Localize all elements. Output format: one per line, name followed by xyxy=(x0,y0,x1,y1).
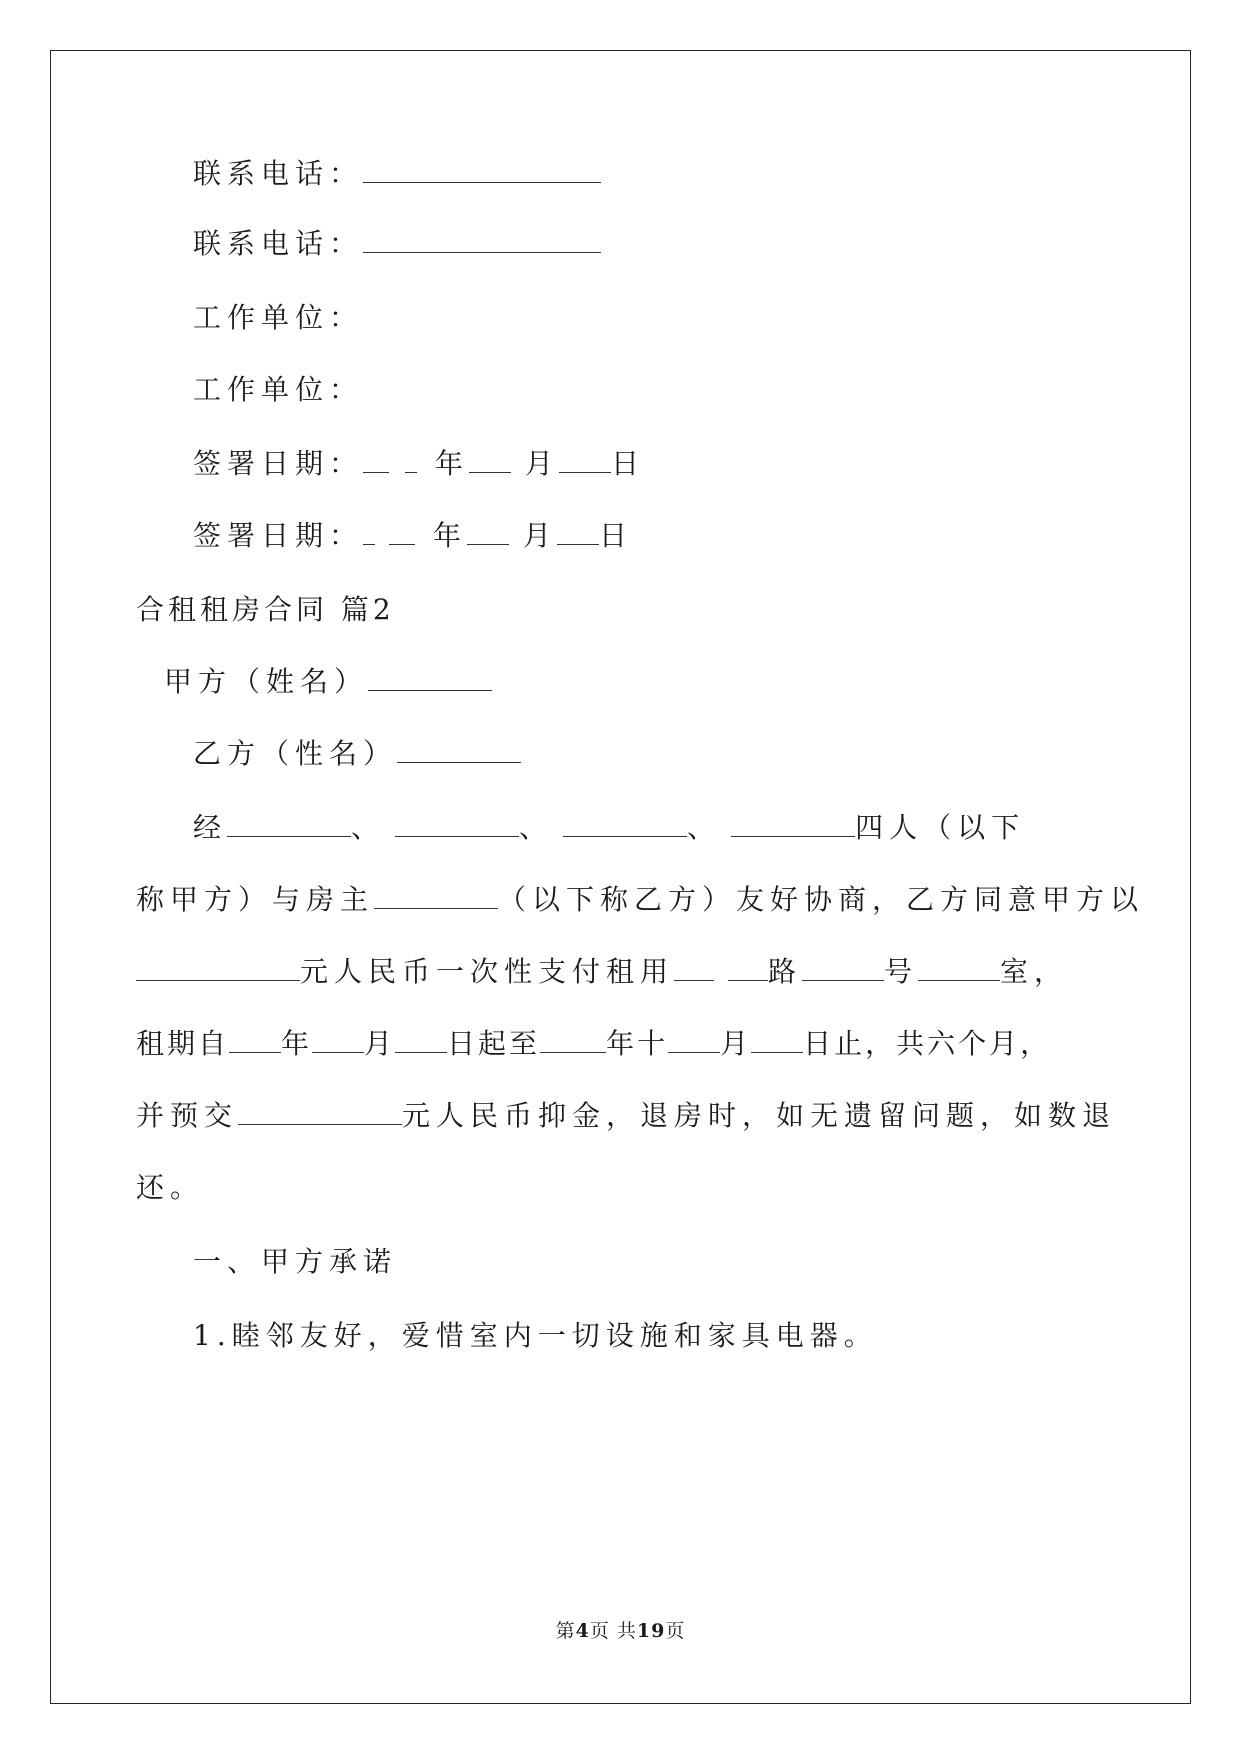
paragraph-line-1 xyxy=(193,810,1025,846)
section-one-title xyxy=(193,1244,397,1280)
address-blank xyxy=(728,954,768,981)
sign-date-label: 签署日期： xyxy=(193,519,364,552)
work-unit-line-2 xyxy=(193,372,363,408)
paragraph-line-6 xyxy=(136,1170,204,1206)
paragraph-line-3 xyxy=(136,954,1068,990)
day-blank xyxy=(559,446,611,473)
text-segment: 月 xyxy=(720,1027,752,1060)
page-footer xyxy=(0,1616,1241,1643)
deposit-blank xyxy=(238,1098,402,1125)
footer-mid: 页 共 xyxy=(589,1620,637,1642)
text-segment: 月 xyxy=(364,1027,396,1060)
month-label: 月 xyxy=(523,519,558,552)
date-blank xyxy=(312,1026,364,1053)
year-blank xyxy=(389,518,415,545)
contact-phone-blank xyxy=(363,156,601,183)
date-blank xyxy=(751,1026,803,1053)
date-blank xyxy=(395,1026,447,1053)
contact-phone-label: 联系电话： xyxy=(193,157,364,190)
sign-date-line-2 xyxy=(193,518,633,554)
text-segment: 1.睦邻友好，爱惜室内一切设施和家具电器。 xyxy=(193,1319,878,1352)
year-label: 年 xyxy=(435,447,470,480)
text-segment: 称甲方）与房主 xyxy=(136,883,375,916)
text-segment: 日起至 xyxy=(447,1027,541,1060)
contact-phone-line-1 xyxy=(193,156,601,192)
paragraph-line-5 xyxy=(136,1098,1116,1134)
contact-phone-label: 联系电话： xyxy=(193,227,364,260)
contact-phone-line-2 xyxy=(193,226,601,262)
text-segment: 元人民币一次性支付租用 xyxy=(300,955,675,988)
contact-phone-blank xyxy=(363,226,601,253)
text-segment: 一、甲方承诺 xyxy=(193,1245,398,1278)
text-segment: 、 xyxy=(687,811,722,844)
party-b-line xyxy=(193,736,521,772)
year-blank xyxy=(405,446,417,473)
party-b-label: 乙方（性名） xyxy=(193,737,398,770)
item-one xyxy=(193,1318,878,1354)
text-segment: 、 xyxy=(351,811,386,844)
month-blank xyxy=(467,518,509,545)
text-segment: 还。 xyxy=(136,1171,205,1204)
text-segment: 经 xyxy=(193,811,228,844)
text-segment: 日止，共六个月， xyxy=(803,1027,1052,1060)
text-segment: 、 xyxy=(519,811,554,844)
work-unit-line-1 xyxy=(193,300,363,336)
party-b-blank xyxy=(397,736,521,763)
landlord-blank xyxy=(374,882,498,909)
address-blank xyxy=(674,954,714,981)
amount-blank xyxy=(136,954,300,981)
name-blank xyxy=(395,810,519,837)
text-segment: 并预交 xyxy=(136,1099,239,1132)
room-blank xyxy=(918,954,1000,981)
footer-suffix: 页 xyxy=(665,1620,686,1642)
day-label: 日 xyxy=(611,447,646,480)
name-blank xyxy=(563,810,687,837)
paragraph-line-2 xyxy=(136,882,1144,918)
text-segment: 号 xyxy=(884,955,919,988)
heading-text: 合租租房合同 篇2 xyxy=(136,593,395,626)
date-blank xyxy=(540,1026,606,1053)
month-blank xyxy=(469,446,511,473)
day-blank xyxy=(557,518,599,545)
text-segment: 租期自 xyxy=(136,1027,230,1060)
footer-page-number: 4 xyxy=(575,1620,590,1642)
text-segment: 四人（以下 xyxy=(855,811,1026,844)
party-a-blank xyxy=(368,664,492,691)
text-segment: 元人民币抑金，退房时，如无遗留问题，如数退 xyxy=(402,1099,1117,1132)
sign-date-label: 签署日期： xyxy=(193,447,364,480)
work-unit-label: 工作单位： xyxy=(193,373,364,406)
section-heading xyxy=(136,592,395,628)
name-blank xyxy=(731,810,855,837)
text-segment: 路 xyxy=(768,955,803,988)
text-segment: （以下称乙方）友好协商，乙方同意甲方以 xyxy=(498,883,1145,916)
party-a-label: 甲方（姓名） xyxy=(164,665,369,698)
work-unit-label: 工作单位： xyxy=(193,301,364,334)
paragraph-line-4 xyxy=(136,1026,1051,1062)
footer-total-pages: 19 xyxy=(636,1620,666,1642)
text-segment: 年十 xyxy=(606,1027,669,1060)
date-blank xyxy=(668,1026,720,1053)
date-blank xyxy=(229,1026,281,1053)
day-label: 日 xyxy=(599,519,634,552)
sign-date-line-1 xyxy=(193,446,645,482)
number-blank xyxy=(802,954,884,981)
page-border xyxy=(50,50,1191,1704)
year-blank xyxy=(363,518,375,545)
year-label: 年 xyxy=(433,519,468,552)
name-blank xyxy=(227,810,351,837)
year-blank xyxy=(363,446,389,473)
text-segment: 室， xyxy=(1000,955,1069,988)
text-segment: 年 xyxy=(281,1027,313,1060)
party-a-line xyxy=(164,664,492,700)
month-label: 月 xyxy=(525,447,560,480)
footer-prefix: 第 xyxy=(555,1620,576,1642)
